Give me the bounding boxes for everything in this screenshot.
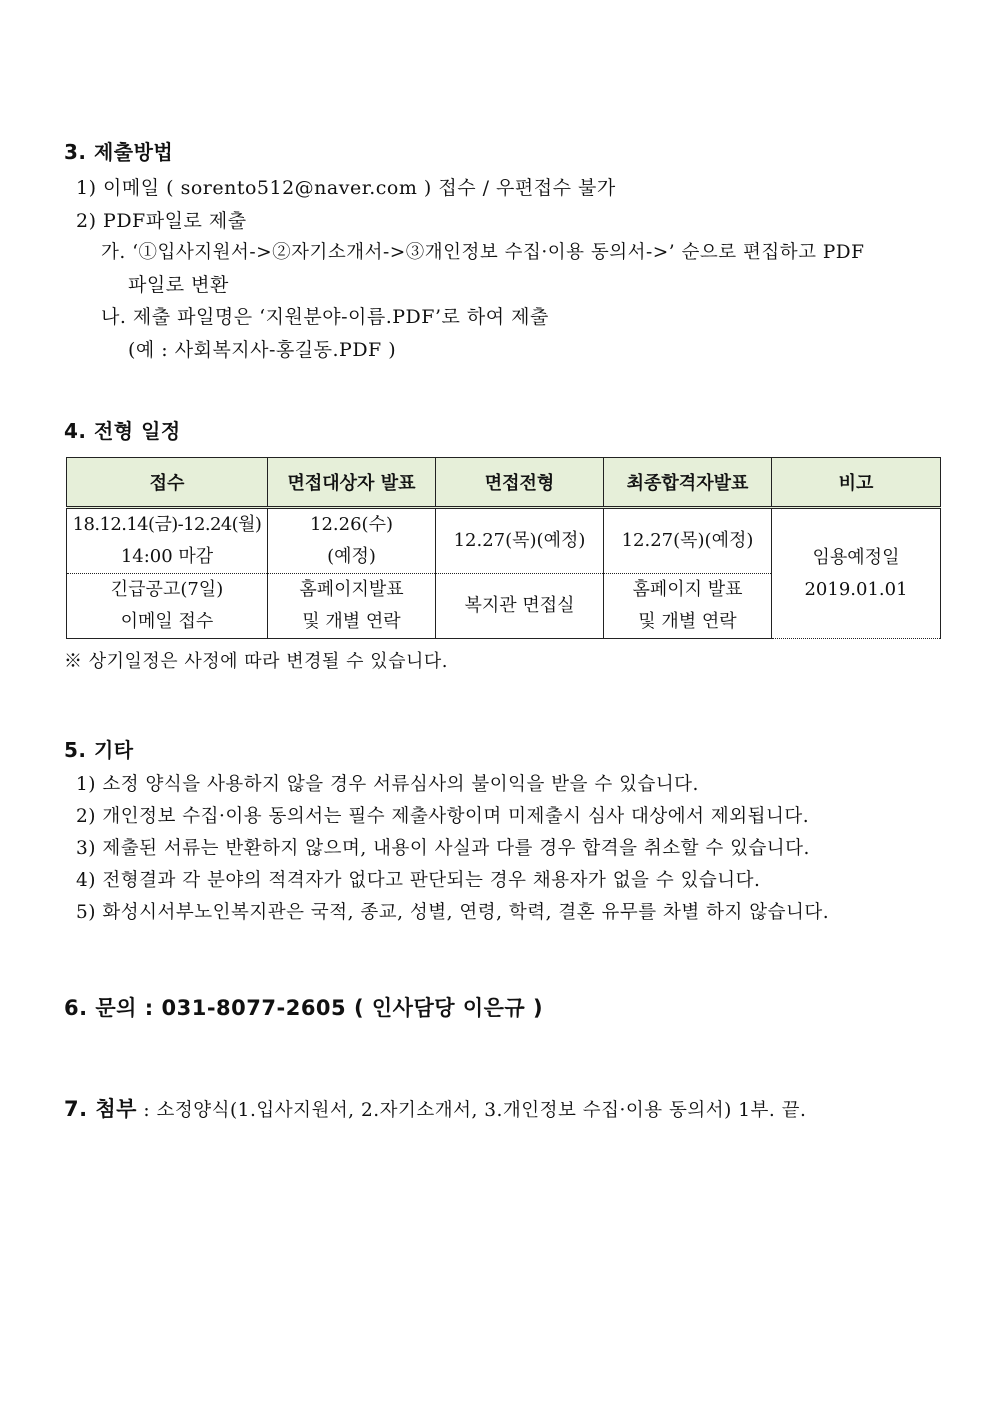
section-4-title: 4. 전형 일정 [64, 419, 181, 443]
section-5-item-5: 5) 화성시서부노인복지관은 국적, 종교, 성별, 연령, 학력, 결혼 유무를 차별 하지 않습니다. [76, 902, 830, 923]
table-cell [604, 574, 772, 639]
section-3-item-1: 1) 이메일 ( sorento512@naver.com ) 접수 / 우편접수 불가 [76, 177, 616, 199]
cell-text: 12.27(목)(예정) [453, 530, 586, 551]
section-7-text: : 소정양식(1.입사지원서, 2.자기소개서, 3.개인정보 수집·이용 동의서) 1부. 끝. [136, 1100, 807, 1121]
section-3-item-2a-line-1: 가. ‘①입사지원서->②자기소개서->③개인정보 수집·이용 동의서->’ 순으로 편집하고 PDF [101, 242, 865, 263]
table-cell [67, 574, 268, 639]
section-5-item-4: 4) 전형결과 각 분야의 적격자가 없다고 판단되는 경우 채용자가 없을 수 있습니다. [76, 870, 761, 891]
section-3-item-2: 2) PDF파일로 제출 [76, 210, 247, 232]
header-final-announcement: 최종합격자발표 [604, 458, 772, 508]
section-3-title: 3. 제출방법 [64, 140, 174, 164]
section-5-item-1: 1) 소정 양식을 사용하지 않을 경우 서류심사의 불이익을 받을 수 있습니다. [76, 774, 699, 795]
cell-text: 12.26(수) [310, 514, 393, 535]
schedule-header-row [67, 458, 941, 508]
cell-text: 긴급공고(7일) [110, 579, 224, 600]
section-6-contact: 6. 문의 : 031-8077-2605 ( 인사담당 이은규 ) [64, 996, 544, 1020]
header-remark: 비고 [772, 458, 941, 508]
table-cell-remark [772, 508, 941, 639]
cell-text: (예정) [327, 546, 376, 567]
cell-text: 및 개별 연락 [302, 611, 401, 632]
table-row [67, 508, 941, 574]
cell-text: 복지관 면접실 [464, 595, 575, 616]
section-3-item-2b-example: (예 : 사회복지사-홍길동.PDF ) [128, 339, 397, 361]
section-5-item-2: 2) 개인정보 수집·이용 동의서는 필수 제출사항이며 미제출시 심사 대상에서 제외됩니다. [76, 806, 810, 827]
cell-text: 임용예정일 [812, 546, 900, 568]
section-3-item-2b: 나. 제출 파일명은 ‘지원분야-이름.PDF’로 하여 제출 [101, 306, 549, 328]
table-cell [604, 508, 772, 574]
section-7-label: 7. 첨부 [64, 1097, 137, 1121]
cell-text: 12.27(목)(예정) [621, 530, 754, 551]
table-cell [67, 508, 268, 574]
section-5-item-3: 3) 제출된 서류는 반환하지 않으며, 내용이 사실과 다를 경우 합격을 취소할 수 있습니다. [76, 838, 810, 859]
cell-text: 홈페이지발표 [299, 579, 404, 600]
cell-text: 홈페이지 발표 [632, 579, 743, 600]
cell-text: 18.12.14(금)-12.24(월) [72, 514, 262, 535]
header-reception: 접수 [67, 458, 268, 508]
cell-text: 2019.01.01 [804, 578, 908, 600]
schedule-table [66, 457, 941, 639]
table-cell [268, 508, 436, 574]
cell-text: 이메일 접수 [120, 611, 214, 632]
header-interview: 면접전형 [436, 458, 604, 508]
table-cell [436, 574, 604, 639]
table-cell [268, 574, 436, 639]
section-7-attachment [64, 1097, 806, 1123]
cell-text: 14:00 마감 [120, 546, 214, 567]
cell-text: 및 개별 연락 [638, 611, 737, 632]
schedule-note: ※ 상기일정은 사정에 따라 변경될 수 있습니다. [64, 651, 449, 672]
section-3-item-2a-line-2: 파일로 변환 [128, 274, 229, 296]
table-cell [436, 508, 604, 574]
header-interview-candidates: 면접대상자 발표 [268, 458, 436, 508]
section-5-title: 5. 기타 [64, 738, 134, 762]
